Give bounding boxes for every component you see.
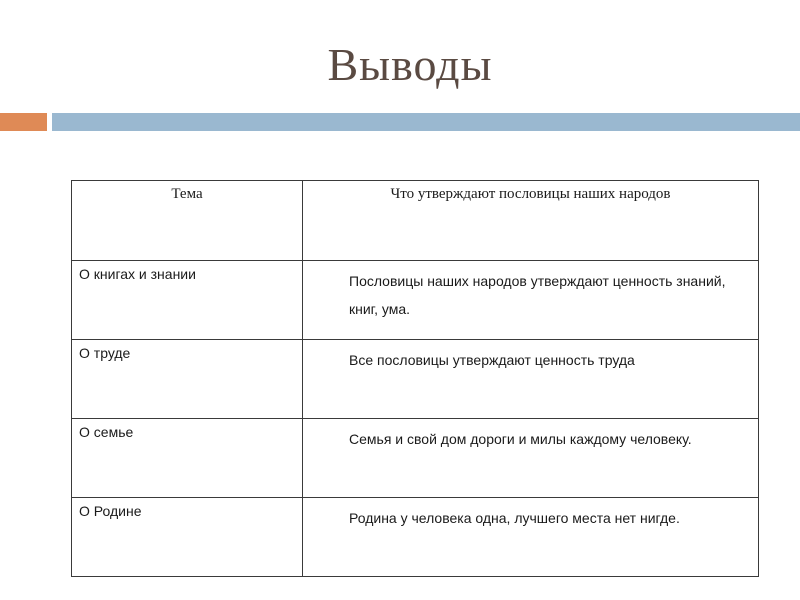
row-statement: Пословицы наших народов утверждают ценность знаний, книг, ума.	[303, 261, 759, 340]
header-statement: Что утверждают пословицы наших народов	[303, 181, 759, 261]
table-row	[72, 498, 759, 577]
row-topic: О труде	[72, 340, 303, 419]
row-topic: О книгах и знании	[72, 261, 303, 340]
accent-bar-blue	[52, 113, 800, 131]
row-statement: Родина у человека одна, лучшего места нет нигде.	[303, 498, 759, 577]
table-row	[72, 340, 759, 419]
row-statement: Все пословицы утверждают ценность труда	[303, 340, 759, 419]
header-topic: Тема	[72, 181, 303, 261]
table-row	[72, 419, 759, 498]
conclusions-table	[71, 180, 759, 577]
row-topic: О Родине	[72, 498, 303, 577]
slide-title: Выводы	[327, 39, 493, 90]
row-statement: Семья и свой дом дороги и милы каждому человеку.	[303, 419, 759, 498]
table-header-row	[72, 181, 759, 261]
row-topic: О семье	[72, 419, 303, 498]
accent-bar-orange	[0, 113, 47, 131]
table-row	[72, 261, 759, 340]
